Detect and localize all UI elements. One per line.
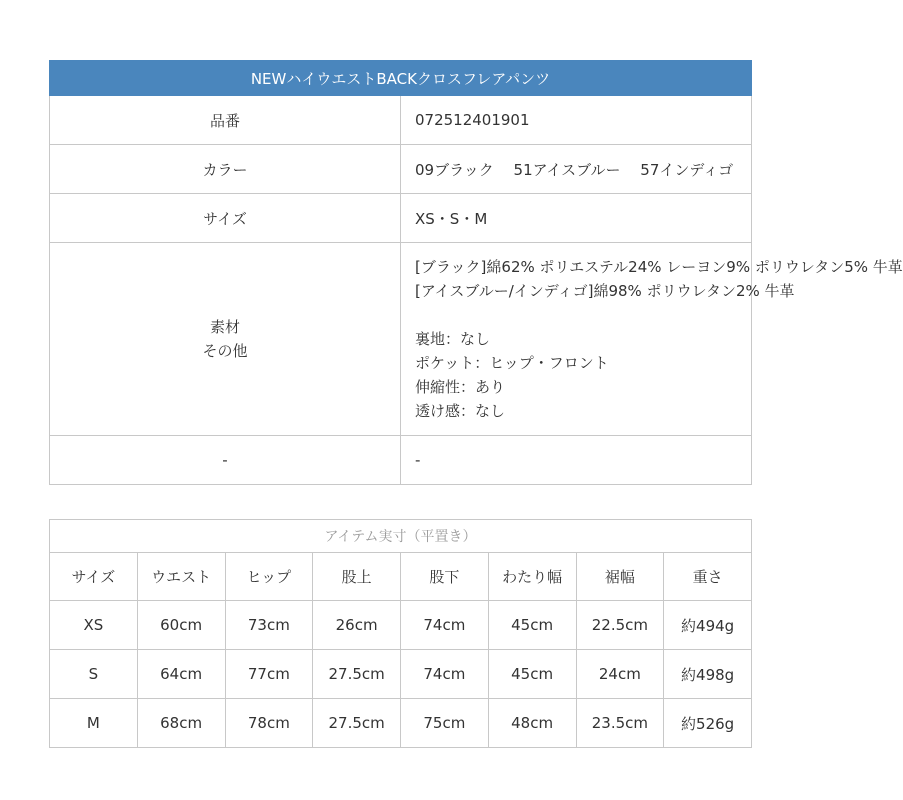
spec-value [401, 243, 903, 436]
material-line: [アイスブルー/インディゴ]綿98% ポリウレタン2% 牛革 [415, 282, 795, 300]
spec-label: サイズ [50, 194, 401, 243]
spec-label: 品番 [50, 96, 401, 145]
size-cell: XS [50, 601, 138, 650]
size-header-cell: 股下 [401, 553, 489, 601]
spec-row-item-number [50, 96, 752, 145]
spec-label: カラー [50, 145, 401, 194]
size-cell: 23.5cm [576, 699, 664, 748]
size-cell: 68cm [137, 699, 225, 748]
spec-value: 072512401901 [401, 96, 752, 145]
material-label-line: 素材 [209, 318, 240, 336]
size-cell: S [50, 650, 138, 699]
size-cell: 45cm [488, 601, 576, 650]
spec-label: - [50, 436, 401, 485]
size-cell: 約526g [664, 699, 752, 748]
detail-line: 裏地：なし [415, 330, 491, 348]
spec-label [50, 243, 401, 436]
size-cell: 74cm [401, 601, 489, 650]
size-cell: 78cm [225, 699, 313, 748]
size-header-cell: 股上 [313, 553, 401, 601]
size-cell: 約498g [664, 650, 752, 699]
size-cell: 48cm [488, 699, 576, 748]
material-line: [ブラック]綿62% ポリエステル24% レーヨン9% ポリウレタン5% 牛革 [415, 258, 903, 276]
size-cell: 約494g [664, 601, 752, 650]
size-header-cell: わたり幅 [488, 553, 576, 601]
material-label-line: その他 [202, 342, 248, 360]
size-table-row [50, 699, 752, 748]
size-table [49, 519, 752, 748]
size-table-title: アイテム実寸（平置き） [50, 520, 752, 553]
size-table-row [50, 650, 752, 699]
spec-row-material [50, 243, 752, 436]
spec-value: XS・S・M [401, 194, 752, 243]
size-cell: 77cm [225, 650, 313, 699]
size-cell: 27.5cm [313, 699, 401, 748]
size-table-header-row [50, 553, 752, 601]
size-header-cell: サイズ [50, 553, 138, 601]
size-cell: 60cm [137, 601, 225, 650]
size-table-row [50, 601, 752, 650]
size-cell: 24cm [576, 650, 664, 699]
spec-row-color [50, 145, 752, 194]
size-header-cell: 裾幅 [576, 553, 664, 601]
spec-value: 09ブラック 51アイスブルー 57インディゴ [401, 145, 752, 194]
size-header-cell: 重さ [664, 553, 752, 601]
size-cell: 64cm [137, 650, 225, 699]
product-title: NEWハイウエストBACKクロスフレアパンツ [50, 61, 752, 96]
spec-row-size [50, 194, 752, 243]
size-cell: 22.5cm [576, 601, 664, 650]
detail-line: 透け感：なし [415, 402, 506, 420]
spec-value: - [401, 436, 752, 485]
size-cell: 27.5cm [313, 650, 401, 699]
size-cell: 75cm [401, 699, 489, 748]
detail-line: ポケット：ヒップ・フロント [415, 354, 609, 372]
size-cell: 74cm [401, 650, 489, 699]
size-header-cell: ヒップ [225, 553, 313, 601]
product-spec-table [49, 60, 903, 485]
size-cell: M [50, 699, 138, 748]
spec-row-other [50, 436, 752, 485]
detail-line: 伸縮性：あり [415, 378, 506, 396]
size-cell: 73cm [225, 601, 313, 650]
size-cell: 26cm [313, 601, 401, 650]
size-header-cell: ウエスト [137, 553, 225, 601]
size-cell: 45cm [488, 650, 576, 699]
